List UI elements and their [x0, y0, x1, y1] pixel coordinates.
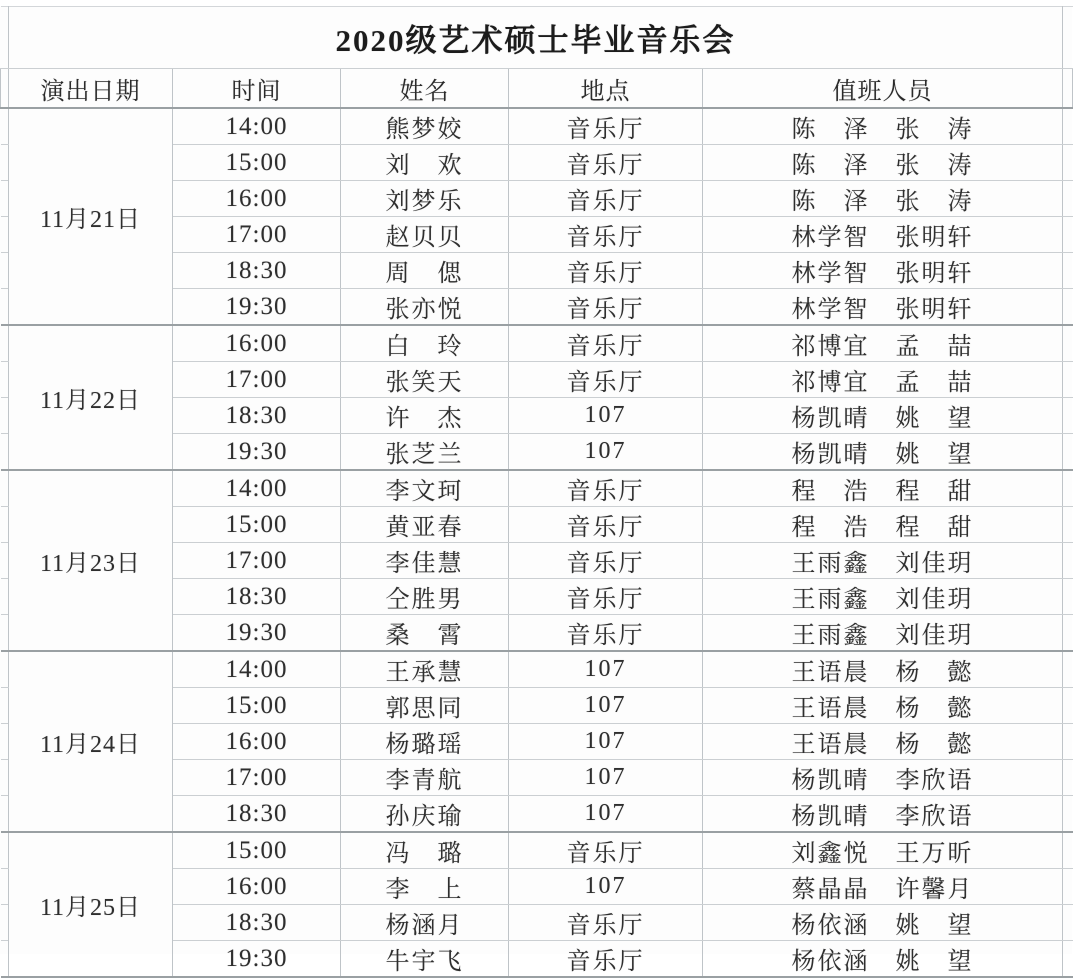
right-margin-cell	[1063, 470, 1073, 507]
staff-cell: 杨凯晴 李欣语	[703, 760, 1063, 796]
venue-cell: 音乐厅	[509, 217, 703, 253]
left-margin-cell	[1, 470, 9, 507]
venue-cell: 107	[509, 651, 703, 688]
table-row	[1, 832, 1073, 869]
page-title: 2020级艺术硕士毕业音乐会	[335, 23, 736, 58]
time-cell: 16:00	[173, 724, 341, 760]
right-margin-cell	[1063, 325, 1073, 362]
staff-cell: 杨依涵 姚 望	[703, 905, 1063, 941]
name-cell: 李 上	[341, 869, 509, 905]
left-margin-cell	[1, 7, 9, 69]
left-margin-cell	[1, 651, 9, 688]
venue-cell: 107	[509, 434, 703, 471]
left-margin-cell	[1, 941, 9, 978]
left-margin-cell	[1, 289, 9, 326]
venue-cell: 音乐厅	[509, 108, 703, 145]
venue-cell: 107	[509, 796, 703, 833]
time-cell: 18:30	[173, 398, 341, 434]
staff-cell: 祁博宜 孟 喆	[703, 325, 1063, 362]
table-row	[1, 470, 1073, 507]
left-margin-cell	[1, 398, 9, 434]
name-cell: 桑 霄	[341, 615, 509, 652]
right-margin-cell	[1063, 362, 1073, 398]
time-cell: 15:00	[173, 507, 341, 543]
venue-cell: 音乐厅	[509, 325, 703, 362]
time-cell: 14:00	[173, 108, 341, 145]
left-margin-cell	[1, 217, 9, 253]
staff-cell: 陈 泽 张 涛	[703, 181, 1063, 217]
schedule-body	[1, 108, 1073, 977]
right-margin-cell	[1063, 181, 1073, 217]
staff-cell: 王语晨 杨 懿	[703, 724, 1063, 760]
name-cell: 李青航	[341, 760, 509, 796]
left-margin-cell	[1, 760, 9, 796]
column-header-date: 演出日期	[9, 69, 173, 109]
staff-cell: 杨凯晴 姚 望	[703, 434, 1063, 471]
staff-cell: 刘鑫悦 王万昕	[703, 832, 1063, 869]
venue-cell: 音乐厅	[509, 543, 703, 579]
right-margin-cell	[1063, 108, 1073, 145]
right-margin-cell	[1063, 145, 1073, 181]
time-cell: 17:00	[173, 362, 341, 398]
right-margin-cell	[1063, 760, 1073, 796]
name-cell: 刘 欢	[341, 145, 509, 181]
time-cell: 19:30	[173, 289, 341, 326]
name-cell: 周 偲	[341, 253, 509, 289]
name-cell: 仝胜男	[341, 579, 509, 615]
left-margin-cell	[1, 108, 9, 145]
right-margin-cell	[1063, 69, 1073, 109]
name-cell: 孙庆瑜	[341, 796, 509, 833]
name-cell: 白 玲	[341, 325, 509, 362]
right-margin-cell	[1063, 434, 1073, 471]
table-row	[1, 651, 1073, 688]
date-cell: 11月22日	[9, 325, 173, 470]
time-cell: 19:30	[173, 615, 341, 652]
venue-cell: 音乐厅	[509, 905, 703, 941]
left-margin-cell	[1, 507, 9, 543]
header-row	[1, 69, 1073, 109]
table-row	[1, 108, 1073, 145]
left-margin-cell	[1, 615, 9, 652]
staff-cell: 林学智 张明轩	[703, 253, 1063, 289]
name-cell: 冯 璐	[341, 832, 509, 869]
time-cell: 15:00	[173, 145, 341, 181]
table-row	[1, 325, 1073, 362]
name-cell: 杨璐瑶	[341, 724, 509, 760]
right-margin-cell	[1063, 832, 1073, 869]
venue-cell: 音乐厅	[509, 832, 703, 869]
name-cell: 杨涵月	[341, 905, 509, 941]
left-margin-cell	[1, 688, 9, 724]
venue-cell: 音乐厅	[509, 579, 703, 615]
venue-cell: 音乐厅	[509, 181, 703, 217]
left-margin-cell	[1, 253, 9, 289]
column-header-venue: 地点	[509, 69, 703, 109]
venue-cell: 音乐厅	[509, 362, 703, 398]
date-cell: 11月23日	[9, 470, 173, 651]
name-cell: 王承慧	[341, 651, 509, 688]
staff-cell: 王雨鑫 刘佳玥	[703, 579, 1063, 615]
staff-cell: 陈 泽 张 涛	[703, 108, 1063, 145]
left-margin-cell	[1, 145, 9, 181]
venue-cell: 音乐厅	[509, 289, 703, 326]
name-cell: 熊梦姣	[341, 108, 509, 145]
staff-cell: 程 浩 程 甜	[703, 507, 1063, 543]
column-header-name: 姓名	[341, 69, 509, 109]
left-margin-cell	[1, 905, 9, 941]
right-margin-cell	[1063, 724, 1073, 760]
time-cell: 17:00	[173, 217, 341, 253]
name-cell: 张笑天	[341, 362, 509, 398]
left-margin-cell	[1, 796, 9, 833]
name-cell: 李佳慧	[341, 543, 509, 579]
left-margin-cell	[1, 724, 9, 760]
time-cell: 19:30	[173, 941, 341, 978]
staff-cell: 林学智 张明轩	[703, 289, 1063, 326]
left-margin-cell	[1, 69, 9, 109]
venue-cell: 107	[509, 688, 703, 724]
staff-cell: 陈 泽 张 涛	[703, 145, 1063, 181]
right-margin-cell	[1063, 688, 1073, 724]
time-cell: 16:00	[173, 869, 341, 905]
time-cell: 17:00	[173, 760, 341, 796]
right-margin-cell	[1063, 905, 1073, 941]
right-margin-cell	[1063, 253, 1073, 289]
column-header-staff: 值班人员	[703, 69, 1063, 109]
staff-cell: 杨凯晴 李欣语	[703, 796, 1063, 833]
time-cell: 14:00	[173, 651, 341, 688]
column-header-time: 时间	[173, 69, 341, 109]
left-margin-cell	[1, 579, 9, 615]
venue-cell: 音乐厅	[509, 941, 703, 978]
staff-cell: 蔡晶晶 许馨月	[703, 869, 1063, 905]
date-cell: 11月24日	[9, 651, 173, 832]
staff-cell: 王语晨 杨 懿	[703, 651, 1063, 688]
left-margin-cell	[1, 869, 9, 905]
time-cell: 16:00	[173, 325, 341, 362]
schedule-table	[0, 6, 1073, 978]
name-cell: 牛宇飞	[341, 941, 509, 978]
staff-cell: 林学智 张明轩	[703, 217, 1063, 253]
venue-cell: 音乐厅	[509, 470, 703, 507]
right-margin-cell	[1063, 289, 1073, 326]
concert-schedule-page	[0, 6, 1072, 975]
left-margin-cell	[1, 434, 9, 471]
right-margin-cell	[1063, 217, 1073, 253]
time-cell: 14:00	[173, 470, 341, 507]
venue-cell: 音乐厅	[509, 145, 703, 181]
time-cell: 18:30	[173, 579, 341, 615]
venue-cell: 107	[509, 724, 703, 760]
venue-cell: 107	[509, 760, 703, 796]
staff-cell: 程 浩 程 甜	[703, 470, 1063, 507]
name-cell: 张芝兰	[341, 434, 509, 471]
name-cell: 李文珂	[341, 470, 509, 507]
right-margin-cell	[1063, 398, 1073, 434]
staff-cell: 杨依涵 姚 望	[703, 941, 1063, 978]
staff-cell: 王语晨 杨 懿	[703, 688, 1063, 724]
time-cell: 17:00	[173, 543, 341, 579]
right-margin-cell	[1063, 651, 1073, 688]
right-margin-cell	[1063, 869, 1073, 905]
right-margin-cell	[1063, 615, 1073, 652]
name-cell: 黄亚春	[341, 507, 509, 543]
left-margin-cell	[1, 832, 9, 869]
staff-cell: 王雨鑫 刘佳玥	[703, 543, 1063, 579]
time-cell: 15:00	[173, 688, 341, 724]
date-cell: 11月25日	[9, 832, 173, 977]
left-margin-cell	[1, 543, 9, 579]
time-cell: 18:30	[173, 796, 341, 833]
name-cell: 郭思同	[341, 688, 509, 724]
right-margin-cell	[1063, 941, 1073, 978]
venue-cell: 107	[509, 398, 703, 434]
right-margin-cell	[1063, 796, 1073, 833]
time-cell: 18:30	[173, 253, 341, 289]
left-margin-cell	[1, 325, 9, 362]
venue-cell: 音乐厅	[509, 253, 703, 289]
time-cell: 19:30	[173, 434, 341, 471]
staff-cell: 杨凯晴 姚 望	[703, 398, 1063, 434]
title-row	[1, 7, 1073, 69]
venue-cell: 音乐厅	[509, 507, 703, 543]
staff-cell: 王雨鑫 刘佳玥	[703, 615, 1063, 652]
right-margin-cell	[1063, 543, 1073, 579]
name-cell: 许 杰	[341, 398, 509, 434]
name-cell: 刘梦乐	[341, 181, 509, 217]
left-margin-cell	[1, 362, 9, 398]
time-cell: 15:00	[173, 832, 341, 869]
staff-cell: 祁博宜 孟 喆	[703, 362, 1063, 398]
name-cell: 赵贝贝	[341, 217, 509, 253]
right-margin-cell	[1063, 7, 1073, 69]
right-margin-cell	[1063, 507, 1073, 543]
name-cell: 张亦悦	[341, 289, 509, 326]
left-margin-cell	[1, 181, 9, 217]
time-cell: 18:30	[173, 905, 341, 941]
time-cell: 16:00	[173, 181, 341, 217]
right-margin-cell	[1063, 579, 1073, 615]
date-cell: 11月21日	[9, 108, 173, 325]
venue-cell: 107	[509, 869, 703, 905]
page-title-cell	[9, 7, 1063, 69]
venue-cell: 音乐厅	[509, 615, 703, 652]
